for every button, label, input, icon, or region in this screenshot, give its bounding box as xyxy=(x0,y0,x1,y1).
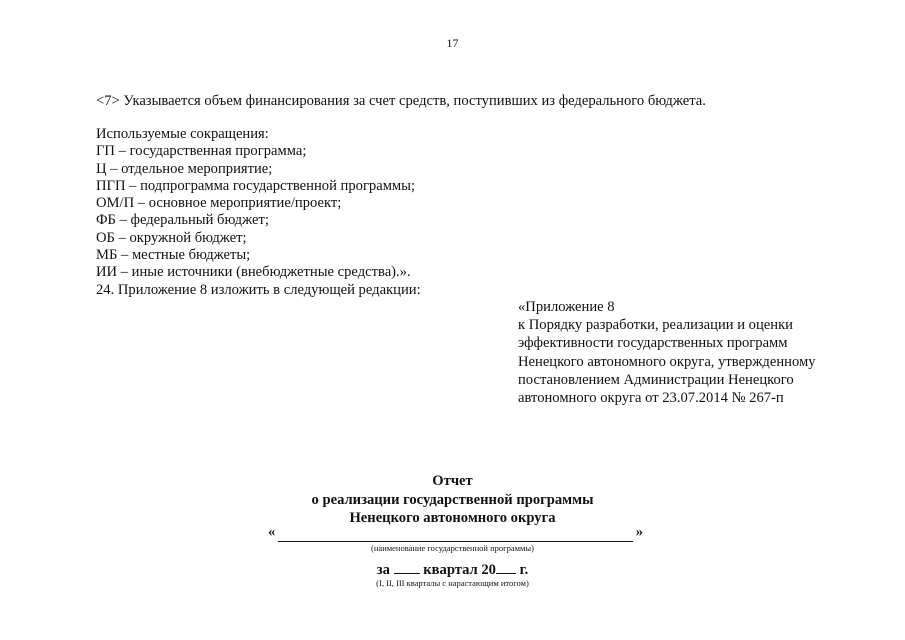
appendix-line: эффективности государственных программ xyxy=(518,335,788,352)
report-title-line1: Отчет xyxy=(432,473,473,489)
quarter-line xyxy=(0,562,905,579)
abbreviation-item: ПГП – подпрограмма государственной программы; xyxy=(96,177,416,194)
program-name-caption: (наименование государственной программы) xyxy=(371,543,534,553)
abbreviations-list xyxy=(96,126,421,299)
quarter-prefix: за xyxy=(376,562,390,578)
quarter-blank xyxy=(394,562,420,574)
report-title xyxy=(0,472,905,528)
appendix-line: «Приложение 8 xyxy=(518,299,615,315)
report-title-line2: о реализации государственной программы xyxy=(311,491,594,508)
year-blank xyxy=(496,562,516,574)
item-24-paragraph: 24. Приложение 8 изложить в следующей редакции: xyxy=(96,281,421,298)
abbreviation-item: ОМ/П – основное мероприятие/проект; xyxy=(96,195,342,212)
abbreviation-item: МБ – местные бюджеты; xyxy=(96,247,251,264)
quarter-caption: (I, II, III кварталы с нарастающим итогом) xyxy=(376,578,529,588)
abbreviation-item: ГП – государственная программа; xyxy=(96,143,307,160)
open-quote: « xyxy=(268,524,276,540)
appendix-header xyxy=(518,298,816,407)
abbreviation-item: ОБ – окружной бюджет; xyxy=(96,229,247,246)
close-quote: » xyxy=(635,524,643,540)
quarter-middle: квартал 20 xyxy=(423,562,496,578)
program-name-field xyxy=(268,524,643,544)
appendix-line: автономного округа от 23.07.2014 № 267-п xyxy=(518,390,784,407)
abbreviations-heading: Используемые сокращения: xyxy=(96,126,269,142)
appendix-line: постановлением Администрации Ненецкого xyxy=(518,371,794,388)
page-number: 17 xyxy=(446,36,459,50)
abbreviation-item: ФБ – федеральный бюджет; xyxy=(96,212,269,229)
footnote-7: <7> Указывается объем финансирования за счет средств, поступивших из федерального бюджета. xyxy=(96,93,706,109)
report-title-line3: Ненецкого автономного округа xyxy=(349,510,556,526)
quarter-suffix: г. xyxy=(519,562,529,578)
abbreviation-item: Ц – отдельное мероприятие; xyxy=(96,160,273,177)
program-name-blank xyxy=(278,541,633,542)
abbreviation-item: ИИ – иные источники (внебюджетные средства).». xyxy=(96,264,411,281)
appendix-line: Ненецкого автономного округа, утвержденному xyxy=(518,353,816,370)
appendix-line: к Порядку разработки, реализации и оценки xyxy=(518,317,793,334)
